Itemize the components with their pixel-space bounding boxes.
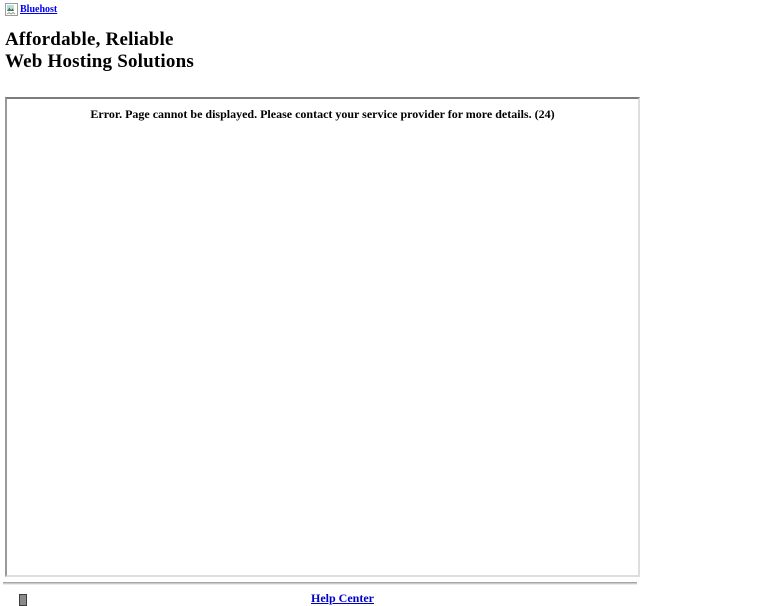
page-title-line2: Web Hosting Solutions [5,51,194,72]
broken-image-icon [5,3,18,16]
bluehost-logo-link[interactable] [5,3,57,16]
horizontal-rule [3,582,637,585]
error-frame [5,97,640,577]
page-title-line1: Affordable, Reliable [5,29,174,50]
bluehost-logo-label: Bluehost [20,4,58,15]
error-message: Error. Page cannot be displayed. Please contact your service provider for more details. (24) [90,107,555,121]
footer-image-icon [19,594,27,606]
help-center-link[interactable]: Help Center [311,591,374,605]
page-title [5,29,194,73]
